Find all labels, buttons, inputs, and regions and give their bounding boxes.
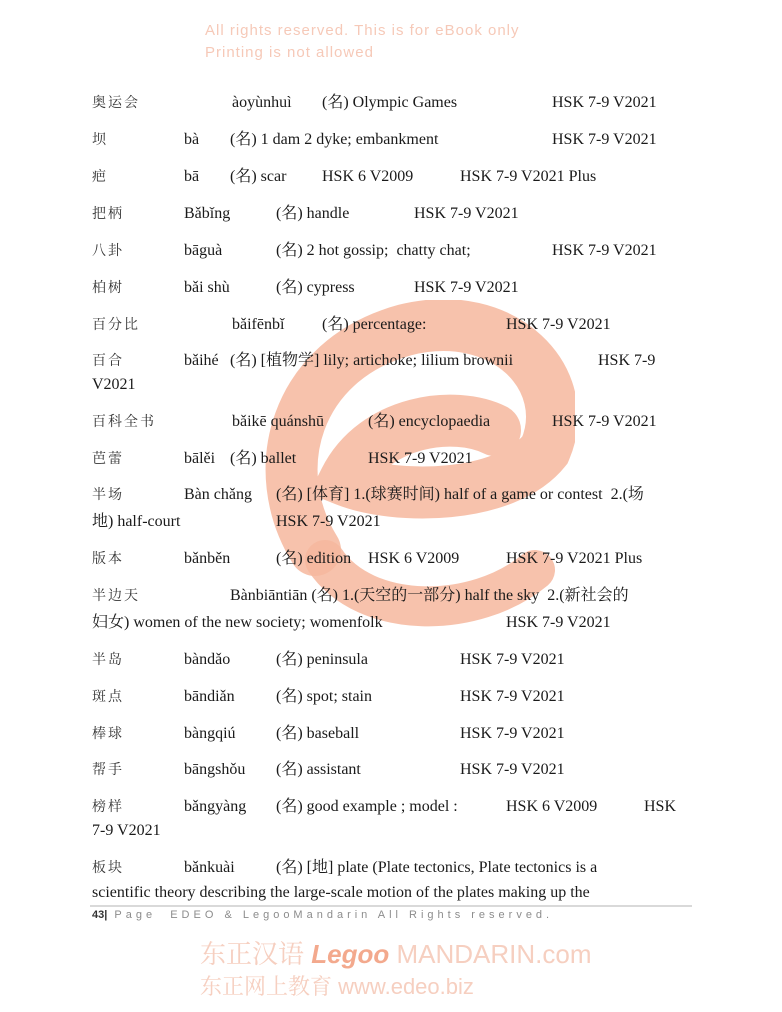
entry-headword: 半岛: [92, 652, 124, 668]
entry-line: [0, 512, 387, 532]
entry-continuation: HSK 7-9 V2021: [506, 614, 611, 631]
entry-headword: 八卦: [92, 243, 124, 259]
entry-pinyin: bàndǎo: [184, 651, 231, 668]
watermark-url-zh: 东正网上教育: [200, 974, 333, 999]
footer-separator: |: [104, 909, 108, 921]
entry-headword: 半边天: [92, 588, 140, 604]
entry-level: HSK 6 V2009: [506, 798, 598, 815]
entry-line: [0, 93, 663, 113]
entry-line: [0, 858, 603, 878]
entry-pinyin: bāndiǎn: [184, 688, 235, 705]
entry-definition: (名) [地] plate (Plate tectonics, Plate tectonics is a: [276, 859, 598, 876]
watermark-brand-zh: 东正汉语: [200, 939, 305, 969]
entry-level: HSK 7-9 V2021: [460, 725, 565, 742]
entry-continuation: V2021: [92, 376, 136, 393]
entry-line: [0, 167, 602, 187]
entry-definition: (名) percentage:: [322, 316, 427, 333]
entry-definition: (名) handle: [276, 205, 350, 222]
entry-definition: (名) cypress: [276, 279, 355, 296]
entry-headword: 百合: [92, 353, 124, 369]
entry-definition: (名) edition: [276, 550, 352, 567]
entry-line: [0, 687, 571, 707]
entry-level: HSK 6 V2009: [322, 168, 414, 185]
watermark-rights-text: All rights reserved. This is for eBook only: [205, 22, 520, 39]
entry-pinyin: Bǎbǐng: [184, 205, 231, 222]
entry-headword: 棒球: [92, 726, 124, 742]
entry-line: [0, 549, 648, 569]
entry-headword: 斑点: [92, 689, 124, 705]
watermark-url: [200, 970, 474, 1001]
entry-definition: (名) 1 dam 2 dyke; embankment: [230, 131, 439, 148]
entry-pinyin: bǎikē quánshū: [232, 413, 324, 430]
entry-definition: (名) good example ; model :: [276, 798, 458, 815]
watermark-printing-text: Printing is not allowed: [205, 44, 374, 61]
entry-level: HSK 7-9 V2021: [460, 761, 565, 778]
entry-line: [0, 613, 617, 633]
entry-pinyin: bǎnběn: [184, 550, 231, 567]
entry-line: [0, 449, 479, 469]
entry-headword: 柏树: [92, 280, 124, 296]
entry-definition: (名) baseball: [276, 725, 360, 742]
entry-headword: 疤: [92, 169, 108, 185]
entry-level: HSK 7-9 V2021: [552, 413, 657, 430]
entry-continuation: HSK 7-9 V2021: [276, 513, 381, 530]
footer-rights: EDEO & LegooMandarin All Rights reserved.: [170, 909, 554, 921]
entry-line: [0, 412, 663, 432]
entry-definition: (名) ballet: [230, 450, 297, 467]
entry-line: [0, 650, 571, 670]
entry-line: [0, 204, 525, 224]
entry-line: [0, 375, 142, 395]
entry-pinyin: bǎnkuài: [184, 859, 235, 876]
page-label: Page: [114, 909, 157, 921]
entry-headword: 芭蕾: [92, 451, 124, 467]
entry-pinyin: bà: [184, 131, 200, 148]
entry-line: [0, 760, 571, 780]
entry-line: [0, 883, 596, 903]
entry-definition: (名) encyclopaedia: [368, 413, 491, 430]
entry-continuation: 妇女) women of the new society; womenfolk: [92, 614, 383, 631]
entry-pinyin: Bànbiāntiān (名) 1.(天空的一部分) half the sky 2.(新社会的: [230, 587, 629, 604]
entry-level: HSK 6 V2009: [368, 550, 460, 567]
entry-pinyin: Bàn chǎng: [184, 486, 252, 503]
entry-continuation: scientific theory describing the large-scale motion of the plates making up the: [92, 884, 590, 901]
entry-level: HSK 7-9 V2021: [368, 450, 473, 467]
entry-pinyin: bāguà: [184, 242, 223, 259]
watermark-brand-legoo: Legoo: [311, 939, 390, 969]
entry-pinyin: àoyùnhuì: [232, 94, 292, 111]
entry-level: HSK 7-9 V2021: [414, 205, 519, 222]
entry-line: [0, 130, 663, 150]
entry-level: HSK 7-9 V2021: [414, 279, 519, 296]
entry-pinyin: bā: [184, 168, 200, 185]
watermark-url-text: www.edeo.biz: [338, 974, 474, 999]
entry-level: HSK 7-9 V2021: [460, 688, 565, 705]
entry-pinyin: bāngshǒu: [184, 761, 246, 778]
entry-headword: 百分比: [92, 317, 140, 333]
entry-line: [0, 278, 525, 298]
entry-pinyin: bǎihé: [184, 352, 219, 369]
entry-line: [0, 797, 682, 817]
entry-headword: 版本: [92, 551, 124, 567]
entry-line: [0, 241, 663, 261]
entry-continuation: 地) half-court: [92, 513, 181, 530]
entry-level: HSK 7-9 V2021: [506, 316, 611, 333]
entry-definition: (名) spot; stain: [276, 688, 372, 705]
entry-line: [0, 821, 167, 841]
entry-line: [0, 351, 661, 371]
entry-level: HSK 7-9 V2021: [552, 94, 657, 111]
entry-definition: (名) [植物学] lily; artichoke; lilium brownii: [230, 352, 514, 369]
entry-line: [0, 485, 650, 505]
entry-level: HSK 7-9: [598, 352, 656, 369]
entry-line: [0, 315, 617, 335]
entry-headword: 榜样: [92, 799, 124, 815]
entry-definition: (名) 2 hot gossip; chatty chat;: [276, 242, 471, 259]
entry-pinyin: bālěi: [184, 450, 216, 467]
watermark-brand-mandarin: MANDARIN.com: [389, 939, 592, 969]
watermark-brand: [200, 934, 592, 971]
entry-pinyin: bǎifēnbǐ: [232, 316, 285, 333]
entry-headword: 奥运会: [92, 95, 140, 111]
entry-pinyin: bàngqiú: [184, 725, 236, 742]
entry-level: HSK 7-9 V2021: [552, 131, 657, 148]
entry-definition: (名) [体育] 1.(球赛时间) half of a game or contest 2.(场: [276, 486, 644, 503]
entry-level: HSK 7-9 V2021: [460, 651, 565, 668]
entry-definition: (名) scar: [230, 168, 287, 185]
entry-headword: 把柄: [92, 206, 124, 222]
entry-level: HSK 7-9 V2021: [552, 242, 657, 259]
entry-line: [0, 724, 571, 744]
entry-definition: (名) Olympic Games: [322, 94, 458, 111]
entry-continuation: 7-9 V2021: [92, 822, 161, 839]
entry-level-2: HSK 7-9 V2021 Plus: [460, 168, 597, 185]
entry-level-2: HSK 7-9 V2021 Plus: [506, 550, 643, 567]
entry-headword: 板块: [92, 860, 124, 876]
entry-definition: (名) peninsula: [276, 651, 368, 668]
entry-headword: 百科全书: [92, 414, 156, 430]
entry-level-2: HSK: [644, 798, 677, 815]
entry-pinyin: bǎi shù: [184, 279, 230, 296]
page-footer: [92, 909, 553, 921]
entry-headword: 坝: [92, 132, 108, 148]
entry-headword: 半场: [92, 487, 124, 503]
entry-definition: (名) assistant: [276, 761, 361, 778]
entry-line: [0, 586, 635, 606]
entry-headword: 帮手: [92, 762, 124, 778]
entry-pinyin: bǎngyàng: [184, 798, 247, 815]
page-number: 43: [92, 909, 105, 921]
footer-divider: [90, 905, 692, 907]
